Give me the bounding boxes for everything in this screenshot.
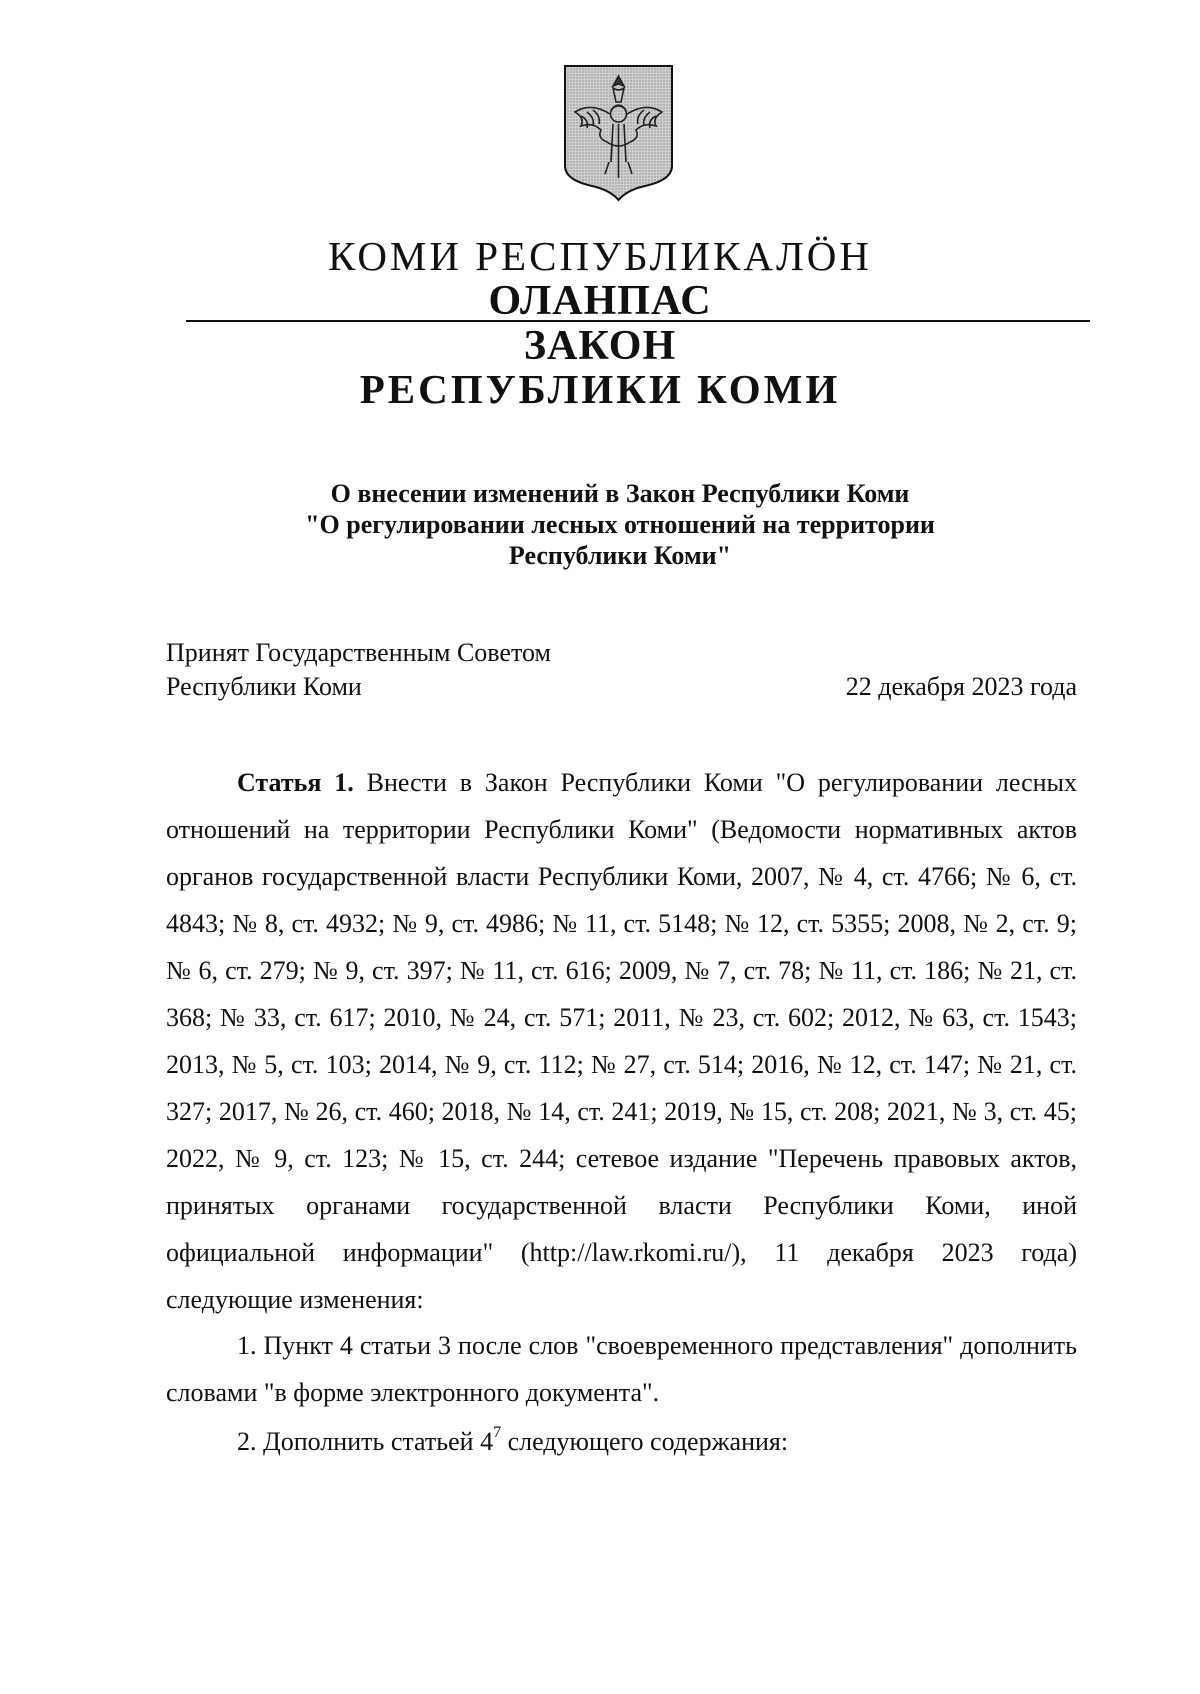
item-2-text: 2. Дополнить статьей 4	[237, 1427, 494, 1456]
header-olanpas: ОЛАНПАС	[488, 278, 712, 324]
article-1-label: Статья 1.	[237, 768, 354, 797]
item-2-superscript: 7	[493, 1424, 502, 1442]
article-1-paragraph	[166, 759, 1077, 1323]
law-title-line: "О регулировании лесных отношений на территории	[305, 510, 935, 539]
adoption-date: 22 декабря 2023 года	[845, 672, 1077, 701]
law-title-line: О внесении изменений в Закон Республики Коми	[330, 479, 910, 508]
article-1-text: Внести в Закон Республики Коми "О регулировании лесных отношений на территории Республики Коми" (Ведомости нормативных актов органов государственной власти Республики Коми, 2007, № 4, ст. 4766; № 6, ст. 4843; № 8, ст. 4932; № 9, ст. 4986; № 11, ст. 5148; № 12, ст. 5355; 2008, № 2, ст. 9; № 6, ст. 279; № 9, ст. 397; № 11, ст. 616; 2009, № 7, ст. 78; № 11, ст. 186; № 21, ст. 368; № 33, ст. 617; 2010, № 24, ст. 571; 2011, № 23, ст. 602; 2012, № 63, ст. 1543; 2013, № 5, ст. 103; 2014, № 9, ст. 112; № 27, ст. 514; 2016, № 12, ст. 147; № 21, ст. 327; 2017, № 26, ст. 460; 2018, № 14, ст. 241; 2019, № 15, ст. 208; 2021, № 3, ст. 45; 2022, № 9, ст. 123; № 15, ст. 244; сетевое издание "Перечень правовых актов, принятых органами государственной власти Республики Коми, иной официальной информации" (http://law.rkomi.ru/), 11 декабря 2023 года) следующие изменения:	[166, 768, 1077, 1314]
adoption-line: Принят Государственным Советом	[166, 638, 551, 667]
adoption-line: Республики Коми	[166, 672, 362, 701]
header-republic-komi: РЕСПУБЛИКИ КОМИ	[359, 366, 841, 412]
header-zakon: ЗАКОН	[523, 323, 677, 369]
item-2-text-after: следующего содержания:	[501, 1427, 789, 1456]
law-title-line: Республики Коми"	[508, 541, 732, 570]
header-komi-republic: КОМИ РЕСПУБЛИКАЛÖН	[328, 233, 872, 279]
item-1-paragraph	[166, 1322, 1077, 1416]
law-title	[180, 478, 1060, 571]
coat-of-arms-icon	[561, 62, 676, 202]
adoption-body	[166, 636, 551, 704]
item-1-text: 1. Пункт 4 статьи 3 после слов "своевременного представления" дополнить словами "в форме электронного документа".	[166, 1331, 1077, 1407]
item-2-paragraph	[166, 1418, 1077, 1465]
